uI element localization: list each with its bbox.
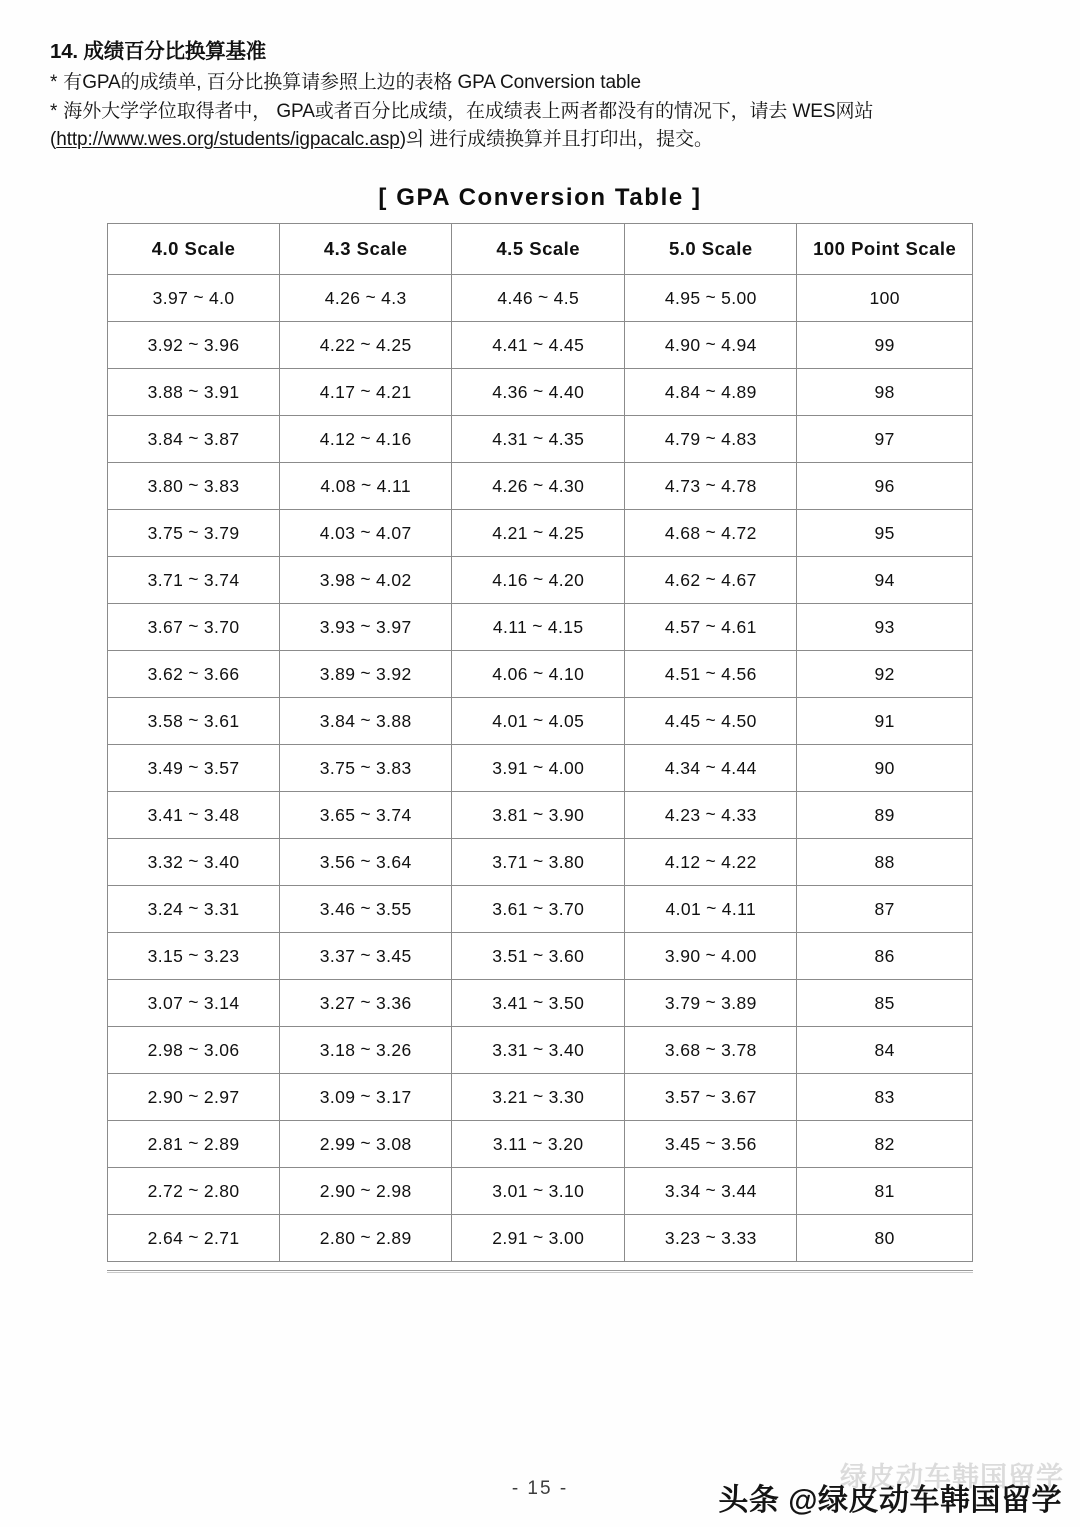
table-cell: 2.99 ~ 3.08	[280, 1121, 452, 1168]
table-row	[108, 1215, 973, 1262]
table-cell: 4.31 ~ 4.35	[452, 416, 625, 463]
table-cell: 3.84 ~ 3.88	[280, 698, 452, 745]
note-line-1	[50, 69, 970, 98]
range-separator: ~	[188, 709, 199, 730]
range-separator: ~	[188, 1038, 199, 1059]
table-cell: 4.68 ~ 4.72	[625, 510, 797, 557]
range-separator: ~	[360, 1085, 371, 1106]
table-cell: 4.08 ~ 4.11	[280, 463, 452, 510]
table-cell: 4.73 ~ 4.78	[625, 463, 797, 510]
table-cell: 4.51 ~ 4.56	[625, 651, 797, 698]
range-separator: ~	[532, 803, 544, 824]
range-separator: ~	[188, 380, 199, 401]
table-row	[108, 510, 973, 557]
table-cell: 4.90 ~ 4.94	[625, 322, 797, 369]
table-cell: 3.58 ~ 3.61	[108, 698, 280, 745]
table-cell: 3.67 ~ 3.70	[108, 604, 280, 651]
table-cell: 3.24 ~ 3.31	[108, 886, 280, 933]
range-separator: ~	[705, 850, 717, 871]
note-line-2	[50, 98, 970, 156]
table-row	[108, 1168, 973, 1215]
table-cell: 4.62 ~ 4.67	[625, 557, 797, 604]
table-row	[108, 322, 973, 369]
range-separator: ~	[532, 1038, 544, 1059]
table-cell: 3.90 ~ 4.00	[625, 933, 797, 980]
range-separator: ~	[705, 1085, 717, 1106]
table-title: [ GPA Conversion Table ]	[378, 184, 702, 211]
table-row	[108, 1027, 973, 1074]
table-cell: 3.71 ~ 3.80	[452, 839, 625, 886]
table-column-header: 100 Point Scale	[797, 224, 973, 275]
range-separator: ~	[188, 333, 199, 354]
range-separator: ~	[532, 615, 543, 636]
table-cell: 84	[797, 1027, 973, 1074]
table-cell: 4.46 ~ 4.5	[452, 275, 625, 322]
table-column-header: 5.0 Scale	[625, 224, 797, 275]
range-separator: ~	[532, 1132, 543, 1153]
table-cell: 3.49 ~ 3.57	[108, 745, 280, 792]
table-cell: 3.93 ~ 3.97	[280, 604, 452, 651]
range-separator: ~	[705, 521, 717, 542]
range-separator: ~	[532, 756, 544, 777]
intro-text-block	[50, 38, 970, 155]
table-cell: 4.03 ~ 4.07	[280, 510, 452, 557]
range-separator: ~	[705, 333, 717, 354]
range-separator: ~	[360, 897, 371, 918]
table-cell: 3.71 ~ 3.74	[108, 557, 280, 604]
range-separator: ~	[705, 944, 717, 965]
table-cell: 3.88 ~ 3.91	[108, 369, 280, 416]
table-cell: 2.90 ~ 2.98	[280, 1168, 452, 1215]
range-separator: ~	[360, 850, 371, 871]
range-separator: ~	[705, 991, 717, 1012]
range-separator: ~	[188, 1085, 199, 1106]
range-separator: ~	[188, 427, 199, 448]
note-line-1-text: 有GPA的成绩单, 百分比换算请参照上边的表格 GPA Conversion table	[63, 71, 641, 93]
table-cell: 2.81 ~ 2.89	[108, 1121, 280, 1168]
range-separator: ~	[532, 568, 544, 589]
table-row	[108, 933, 973, 980]
range-separator: ~	[360, 1038, 371, 1059]
table-bottom-rule	[107, 1270, 973, 1273]
table-cell: 3.65 ~ 3.74	[280, 792, 452, 839]
table-cell: 3.34 ~ 3.44	[625, 1168, 797, 1215]
table-cell: 91	[797, 698, 973, 745]
page-number: - 15 -	[511, 1478, 569, 1499]
range-separator: ~	[705, 568, 717, 589]
table-cell: 3.09 ~ 3.17	[280, 1074, 452, 1121]
table-cell: 90	[797, 745, 973, 792]
table-cell: 3.46 ~ 3.55	[280, 886, 452, 933]
table-row	[108, 792, 973, 839]
range-separator: ~	[705, 1179, 717, 1200]
range-separator: ~	[532, 427, 544, 448]
table-cell: 4.84 ~ 4.89	[625, 369, 797, 416]
table-cell: 3.07 ~ 3.14	[108, 980, 280, 1027]
table-cell: 100	[797, 275, 973, 322]
range-separator: ~	[361, 474, 372, 495]
gpa-conversion-table-wrapper	[107, 223, 973, 1262]
table-cell: 93	[797, 604, 973, 651]
table-cell: 89	[797, 792, 973, 839]
range-separator: ~	[532, 1179, 544, 1200]
table-cell: 4.45 ~ 4.50	[625, 698, 797, 745]
table-cell: 82	[797, 1121, 973, 1168]
table-cell: 3.68 ~ 3.78	[625, 1027, 797, 1074]
range-separator: ~	[532, 333, 544, 354]
range-separator: ~	[532, 850, 544, 871]
range-separator: ~	[532, 380, 544, 401]
range-separator: ~	[532, 897, 544, 918]
table-cell: 4.22 ~ 4.25	[280, 322, 452, 369]
table-row	[108, 745, 973, 792]
table-cell: 4.21 ~ 4.25	[452, 510, 625, 557]
range-separator: ~	[705, 1038, 717, 1059]
range-separator: ~	[360, 1132, 371, 1153]
table-cell: 2.98 ~ 3.06	[108, 1027, 280, 1074]
range-separator: ~	[360, 662, 371, 683]
table-cell: 4.26 ~ 4.3	[280, 275, 452, 322]
table-column-header: 4.5 Scale	[452, 224, 625, 275]
range-separator: ~	[188, 850, 199, 871]
range-separator: ~	[705, 380, 717, 401]
range-separator: ~	[188, 521, 199, 542]
range-separator: ~	[360, 991, 371, 1012]
table-cell: 95	[797, 510, 973, 557]
table-cell: 4.11 ~ 4.15	[452, 604, 625, 651]
table-row	[108, 886, 973, 933]
range-separator: ~	[360, 568, 371, 589]
table-cell: 2.80 ~ 2.89	[280, 1215, 452, 1262]
table-header-row	[108, 224, 973, 275]
table-cell: 4.17 ~ 4.21	[280, 369, 452, 416]
table-cell: 2.64 ~ 2.71	[108, 1215, 280, 1262]
watermark	[718, 1455, 1068, 1517]
range-separator: ~	[538, 286, 549, 307]
gpa-conversion-table	[107, 223, 973, 1262]
range-separator: ~	[360, 1226, 371, 1247]
table-cell: 3.75 ~ 3.79	[108, 510, 280, 557]
range-separator: ~	[705, 1132, 717, 1153]
table-cell: 4.12 ~ 4.16	[280, 416, 452, 463]
range-separator: ~	[360, 1179, 371, 1200]
range-separator: ~	[188, 568, 199, 589]
watermark-main-text: 头条 @绿皮动车韩国留学	[718, 1484, 1062, 1517]
table-row	[108, 369, 973, 416]
page-title: 14. 成绩百分比换算基准	[50, 40, 267, 63]
range-separator: ~	[360, 803, 371, 824]
range-separator: ~	[705, 662, 717, 683]
table-cell: 4.34 ~ 4.44	[625, 745, 797, 792]
range-separator: ~	[360, 380, 371, 401]
range-separator: ~	[360, 944, 371, 965]
table-cell: 4.01 ~ 4.05	[452, 698, 625, 745]
table-row	[108, 651, 973, 698]
range-separator: ~	[532, 709, 544, 730]
range-separator: ~	[532, 474, 544, 495]
table-cell: 3.23 ~ 3.33	[625, 1215, 797, 1262]
range-separator: ~	[705, 1226, 717, 1247]
range-separator: ~	[706, 897, 717, 918]
table-cell: 4.57 ~ 4.61	[625, 604, 797, 651]
table-row	[108, 604, 973, 651]
table-cell: 3.81 ~ 3.90	[452, 792, 625, 839]
watermark-ghost-text: 绿皮动车韩国留学	[840, 1462, 1064, 1492]
range-separator: ~	[705, 709, 717, 730]
range-separator: ~	[705, 286, 717, 307]
range-separator: ~	[532, 1085, 544, 1106]
table-cell: 4.01 ~ 4.11	[625, 886, 797, 933]
range-separator: ~	[188, 662, 199, 683]
table-cell: 3.21 ~ 3.30	[452, 1074, 625, 1121]
table-cell: 98	[797, 369, 973, 416]
table-row	[108, 463, 973, 510]
range-separator: ~	[532, 944, 544, 965]
table-cell: 4.12 ~ 4.22	[625, 839, 797, 886]
table-cell: 2.72 ~ 2.80	[108, 1168, 280, 1215]
range-separator: ~	[188, 474, 199, 495]
table-cell: 3.51 ~ 3.60	[452, 933, 625, 980]
note-line-2-text-before-url: 海外大学学位取得者中， GPA或者百分比成绩，在成绩表上两者都没有的情况下，请去 WES网站(	[50, 100, 874, 151]
note-bullet-marker: *	[50, 71, 58, 93]
table-cell: 87	[797, 886, 973, 933]
table-cell: 3.27 ~ 3.36	[280, 980, 452, 1027]
table-cell: 88	[797, 839, 973, 886]
range-separator: ~	[193, 286, 204, 307]
table-cell: 3.11 ~ 3.20	[452, 1121, 625, 1168]
table-cell: 80	[797, 1215, 973, 1262]
table-cell: 83	[797, 1074, 973, 1121]
table-cell: 3.31 ~ 3.40	[452, 1027, 625, 1074]
table-cell: 3.41 ~ 3.48	[108, 792, 280, 839]
range-separator: ~	[532, 991, 544, 1012]
range-separator: ~	[360, 615, 371, 636]
range-separator: ~	[705, 756, 717, 777]
table-cell: 81	[797, 1168, 973, 1215]
table-cell: 4.79 ~ 4.83	[625, 416, 797, 463]
table-row	[108, 698, 973, 745]
table-row	[108, 1121, 973, 1168]
table-cell: 3.18 ~ 3.26	[280, 1027, 452, 1074]
table-cell: 86	[797, 933, 973, 980]
table-cell: 3.45 ~ 3.56	[625, 1121, 797, 1168]
note-line-2-text-after-url: )의 进行成绩换算并且打印出，提交。	[399, 129, 713, 151]
table-cell: 4.16 ~ 4.20	[452, 557, 625, 604]
range-separator: ~	[188, 756, 199, 777]
table-cell: 85	[797, 980, 973, 1027]
table-cell: 3.84 ~ 3.87	[108, 416, 280, 463]
table-row	[108, 557, 973, 604]
range-separator: ~	[188, 944, 199, 965]
table-row	[108, 1074, 973, 1121]
table-cell: 3.97 ~ 4.0	[108, 275, 280, 322]
table-cell: 3.32 ~ 3.40	[108, 839, 280, 886]
range-separator: ~	[188, 1226, 199, 1247]
range-separator: ~	[188, 803, 199, 824]
table-cell: 3.91 ~ 4.00	[452, 745, 625, 792]
table-cell: 3.61 ~ 3.70	[452, 886, 625, 933]
table-body	[108, 275, 973, 1262]
table-column-header: 4.3 Scale	[280, 224, 452, 275]
range-separator: ~	[188, 1132, 199, 1153]
table-cell: 4.06 ~ 4.10	[452, 651, 625, 698]
table-column-header: 4.0 Scale	[108, 224, 280, 275]
range-separator: ~	[188, 991, 199, 1012]
table-cell: 96	[797, 463, 973, 510]
table-cell: 4.41 ~ 4.45	[452, 322, 625, 369]
table-cell: 3.15 ~ 3.23	[108, 933, 280, 980]
range-separator: ~	[705, 474, 717, 495]
table-cell: 3.62 ~ 3.66	[108, 651, 280, 698]
table-row	[108, 839, 973, 886]
range-separator: ~	[360, 756, 371, 777]
range-separator: ~	[532, 521, 544, 542]
table-row	[108, 275, 973, 322]
range-separator: ~	[705, 803, 717, 824]
table-cell: 3.98 ~ 4.02	[280, 557, 452, 604]
table-cell: 4.26 ~ 4.30	[452, 463, 625, 510]
wes-url-link[interactable]: http://www.wes.org/students/igpacalc.asp	[56, 129, 400, 151]
table-cell: 2.91 ~ 3.00	[452, 1215, 625, 1262]
range-separator: ~	[705, 427, 717, 448]
table-cell: 97	[797, 416, 973, 463]
table-cell: 3.41 ~ 3.50	[452, 980, 625, 1027]
note-bullet-marker-2: *	[50, 100, 58, 122]
table-cell: 3.79 ~ 3.89	[625, 980, 797, 1027]
table-cell: 3.92 ~ 3.96	[108, 322, 280, 369]
range-separator: ~	[188, 897, 199, 918]
range-separator: ~	[188, 615, 199, 636]
table-cell: 92	[797, 651, 973, 698]
range-separator: ~	[360, 427, 371, 448]
table-cell: 3.01 ~ 3.10	[452, 1168, 625, 1215]
table-cell: 4.36 ~ 4.40	[452, 369, 625, 416]
table-cell: 3.37 ~ 3.45	[280, 933, 452, 980]
table-cell: 4.23 ~ 4.33	[625, 792, 797, 839]
table-cell: 99	[797, 322, 973, 369]
table-cell: 3.57 ~ 3.67	[625, 1074, 797, 1121]
range-separator: ~	[188, 1179, 199, 1200]
table-row	[108, 416, 973, 463]
table-cell: 3.89 ~ 3.92	[280, 651, 452, 698]
table-cell: 3.56 ~ 3.64	[280, 839, 452, 886]
table-cell: 94	[797, 557, 973, 604]
range-separator: ~	[365, 286, 377, 307]
range-separator: ~	[360, 333, 371, 354]
table-cell: 2.90 ~ 2.97	[108, 1074, 280, 1121]
range-separator: ~	[705, 615, 717, 636]
table-row	[108, 980, 973, 1027]
table-cell: 3.80 ~ 3.83	[108, 463, 280, 510]
range-separator: ~	[360, 521, 371, 542]
range-separator: ~	[360, 709, 371, 730]
range-separator: ~	[532, 1226, 544, 1247]
range-separator: ~	[532, 662, 544, 683]
table-cell: 3.75 ~ 3.83	[280, 745, 452, 792]
table-cell: 4.95 ~ 5.00	[625, 275, 797, 322]
